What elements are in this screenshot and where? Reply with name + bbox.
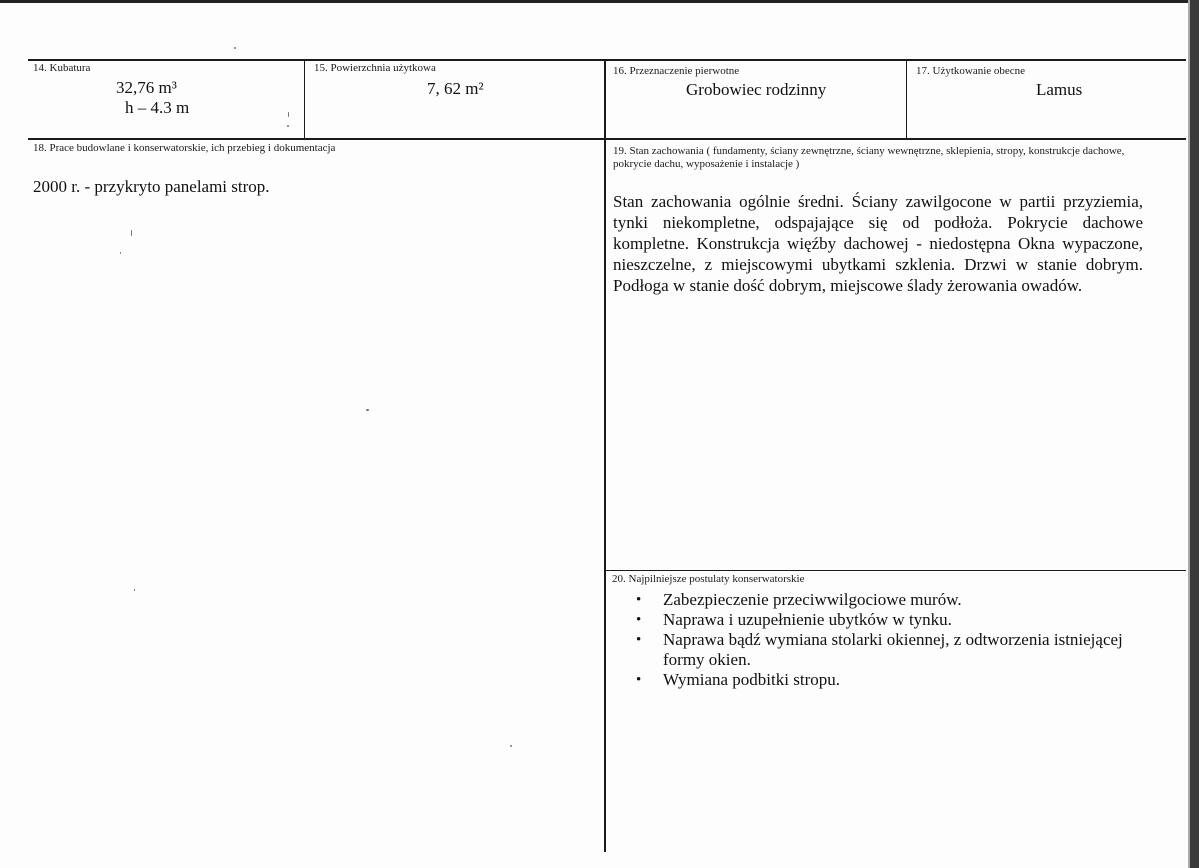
scan-speck [134, 589, 135, 591]
scan-speck [131, 230, 132, 236]
list-item: • Zabezpieczenie przeciwwilgociowe murów. [612, 590, 1142, 610]
przeznaczenie-label: 16. Przeznaczenie pierwotne [613, 65, 740, 77]
scan-edge-right [1190, 0, 1199, 868]
powierzchnia-label: 15. Powierzchnia użytkowa [314, 62, 436, 74]
przeznaczenie-value: Grobowiec rodzinny [686, 80, 827, 99]
list-item: • Wymiana podbitki stropu. [612, 670, 1142, 690]
uzytkowanie-label: 17. Użytkowanie obecne [916, 65, 1026, 77]
scan-speck [120, 252, 121, 254]
scan-speck [288, 112, 289, 117]
scan-speck [366, 409, 369, 411]
powierzchnia-value: 7, 62 m² [427, 79, 484, 98]
list-item: • Naprawa i uzupełnienie ubytków w tynku. [612, 610, 1142, 630]
uzytkowanie-value: Lamus [1036, 80, 1083, 99]
grid-divider-14-15 [304, 59, 305, 139]
prace-value: 2000 r. - przykryto panelami strop. [33, 177, 270, 196]
kubatura-height: h – 4.3 m [125, 98, 190, 117]
kubatura-value: 32,76 m³ [116, 78, 177, 97]
scan-edge-top [0, 0, 1199, 3]
scan-speck [234, 47, 236, 49]
list-item: • Naprawa bądź wymiana stolarki okiennej, z odtworzenia istniejącej formy okien. [612, 630, 1142, 670]
grid-mid-line [28, 138, 1186, 140]
postulaty-list [612, 590, 1142, 690]
postulaty-label: 20. Najpilniejsze postulaty konserwatorskie [612, 573, 805, 585]
scan-speck [510, 745, 512, 747]
stan-value: Stan zachowania ogólnie średni. Ściany zawilgocone w partii przyziemia, tynki niekompletne, odspajające się od podłoża. Pokrycie dachowe kompletne. Konstrukcja więźby dachowej - niedostępna Okna wypaczone, nieszczelne, z miejscowymi ubytkami szklenia. Drzwi w stanie dobrym. Podłoga w stanie dość dobrym, miejscowe ślady żerowania owadów. [613, 192, 1143, 295]
grid-center-divider [604, 59, 606, 852]
grid-divider-16-17 [906, 59, 907, 139]
scan-edge-right-shadow [1188, 0, 1190, 868]
grid-top-line [28, 59, 1186, 61]
stan-label: 19. Stan zachowania ( fundamenty, ściany zewnętrzne, ściany wewnętrzne, sklepienia, stropy, konstrukcje dachowe, pokrycie dachu, wyposażenie i instalacje ) [613, 145, 1125, 170]
grid-postulaty-line [605, 570, 1186, 571]
prace-label: 18. Prace budowlane i konserwatorskie, ich przebieg i dokumentacja [33, 142, 336, 154]
scan-speck [287, 125, 289, 127]
kubatura-label: 14. Kubatura [33, 62, 91, 74]
